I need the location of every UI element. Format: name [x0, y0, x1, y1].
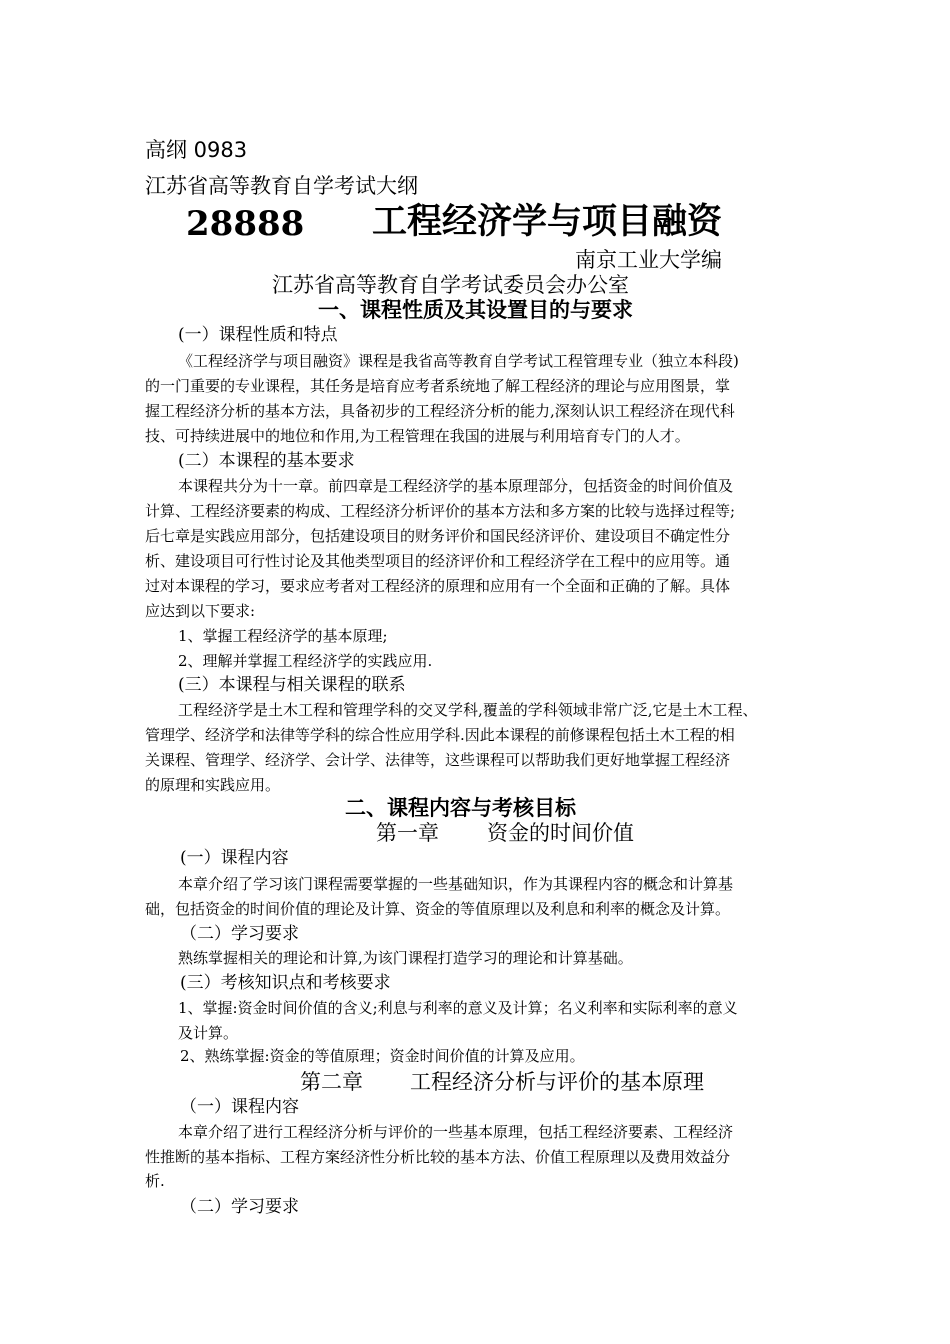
course-title: 工程经济学与项目融资: [372, 202, 723, 242]
paragraph-line: 的原理和实践应用。: [145, 776, 281, 794]
paragraph-line: 应达到以下要求:: [145, 602, 256, 620]
paragraph-line: 础，包括资金的时间价值的理论及计算、资金的等值原理以及利息和利率的概念及计算。: [145, 900, 731, 918]
paragraph-line: 熟练掌握相关的理论和计算,为该门课程打造学习的理论和计算基础。: [178, 949, 633, 967]
paragraph-line: 本章介绍了学习该门课程需要掌握的一些基础知识，作为其课程内容的概念和计算基: [178, 875, 734, 893]
ch2-heading-content: （一）课程内容: [180, 1097, 299, 1117]
ch1-heading-study: （二）学习要求: [180, 924, 299, 944]
chapter-2-number: 第二章: [300, 1070, 363, 1094]
course-number: 28888: [186, 204, 305, 244]
paragraph-line: 后七章是实践应用部分，包括建设项目的财务评价和国民经济评价、建设项目不确定性分: [145, 527, 731, 545]
list-item: 1、掌握工程经济学的基本原理;: [178, 627, 388, 645]
subsection-heading-relations: (三）本课程与相关课程的联系: [178, 675, 406, 695]
section-title-1: 一、课程性质及其设置目的与要求: [318, 298, 633, 322]
paragraph-line: 管理学、经济学和法律等学科的综合性应用学科.因此本课程的前修课程包括土木工程的相: [145, 726, 735, 744]
list-item-continued: 及计算。: [178, 1024, 239, 1042]
editor-line: 南京工业大学编: [575, 248, 722, 272]
subsection-heading-requirements: (二）本课程的基本要求: [178, 451, 355, 471]
paragraph-line: 析.: [145, 1172, 165, 1190]
office-line: 江苏省高等教育自学考试委员会办公室: [272, 273, 629, 297]
paragraph-line: 《工程经济学与项目融资》课程是我省高等教育自学考试工程管理专业（独立本科段): [178, 352, 739, 370]
paragraph-line: 析、建设项目可行性讨论及其他类型项目的经济评价和工程经济学在工程中的应用等。通: [145, 552, 731, 570]
paragraph-line: 的一门重要的专业课程，其任务是培育应考者系统地了解工程经济的理论与应用图景，掌: [145, 377, 731, 395]
document-code: 高纲 0983: [145, 138, 248, 162]
paragraph-line: 技、可持续进展中的地位和作用,为工程管理在我国的进展与利用培育专门的人才。: [145, 427, 690, 445]
section-title-2: 二、课程内容与考核目标: [345, 796, 576, 820]
paragraph-line: 工程经济学是土木工程和管理学科的交叉学科,覆盖的学科领域非常广泛,它是土木工程、: [178, 701, 758, 719]
chapter-2-title: 工程经济分析与评价的基本原理: [410, 1070, 704, 1094]
ch1-heading-content: (一）课程内容: [180, 848, 289, 868]
paragraph-line: 过对本课程的学习，要求应考者对工程经济的原理和应用有一个全面和正确的了解。具体: [145, 577, 731, 595]
chapter-1-number: 第一章: [376, 821, 439, 845]
paragraph-line: 关课程、管理学、经济学、会计学、法律等，这些课程可以帮助我们更好地掌握工程经济: [145, 751, 731, 769]
subsection-heading-nature: (一）课程性质和特点: [178, 325, 338, 345]
list-item: 1、掌握:资金时间价值的含义;利息与利率的意义及计算；名义利率和实际利率的意义: [178, 999, 738, 1017]
list-item: 2、熟练掌握:资金的等值原理；资金时间价值的计算及应用。: [180, 1047, 585, 1065]
chapter-1-title: 资金的时间价值: [487, 821, 634, 845]
paragraph-line: 本课程共分为十一章。前四章是工程经济学的基本原理部分，包括资金的时间价值及: [178, 477, 734, 495]
paragraph-line: 计算、工程经济要素的构成、工程经济分析评价的基本方法和多方案的比较与选择过程等;: [145, 502, 736, 520]
outline-label: 江苏省高等教育自学考试大纲: [145, 174, 418, 198]
ch1-heading-assessment: (三）考核知识点和考核要求: [180, 973, 391, 993]
paragraph-line: 本章介绍了进行工程经济分析与评价的一些基本原理，包括工程经济要素、工程经济: [178, 1123, 734, 1141]
paragraph-line: 性推断的基本指标、工程方案经济性分析比较的基本方法、价值工程原理以及费用效益分: [145, 1148, 731, 1166]
ch2-heading-study: （二）学习要求: [180, 1197, 299, 1217]
paragraph-line: 握工程经济分析的基本方法，具备初步的工程经济分析的能力,深刻认识工程经济在现代科: [145, 402, 735, 420]
list-item: 2、理解并掌握工程经济学的实践应用.: [178, 652, 433, 670]
